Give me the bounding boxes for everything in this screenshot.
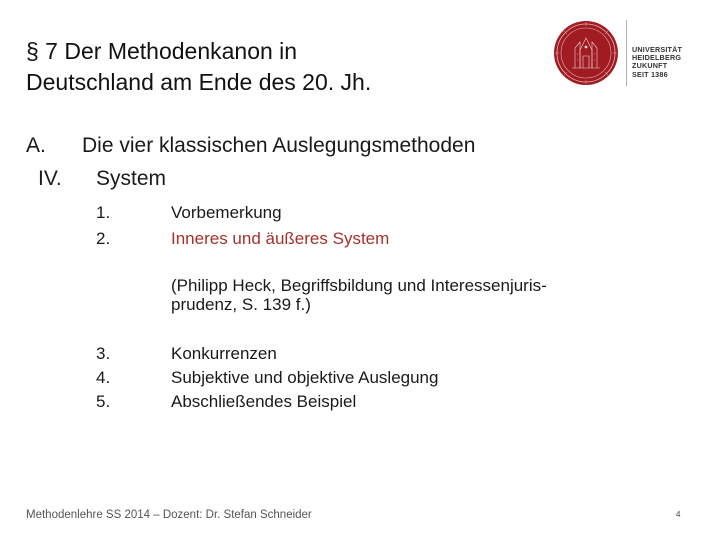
reference-note-line-2: prudenz, S. 139 f.) [171, 295, 311, 314]
slide-title [26, 36, 526, 98]
slide-title-line-1: § 7 Der Methodenkanon in [26, 38, 298, 64]
logo-divider [626, 20, 627, 86]
level-1-text: Die vier klassischen Auslegungsmethoden [82, 134, 476, 157]
reference-note-line-1: (Philipp Heck, Begriffsbildung und Interessenjuris- [171, 276, 547, 295]
logo-text-line-2: HEIDELBERG [632, 53, 682, 63]
page-number: 4 [676, 510, 681, 519]
item-text: Inneres und äußeres System [171, 229, 390, 248]
item-text: Abschließendes Beispiel [171, 392, 357, 411]
footer-text: Methodenlehre SS 2014 – Dozent: Dr. Stefan Schneider [26, 509, 312, 521]
logo-text-line-4: SEIT 1386 [632, 69, 668, 79]
item-number: 4. [96, 368, 111, 387]
university-seal-icon [553, 20, 619, 86]
item-number: 1. [96, 203, 111, 222]
level-1-number: A. [26, 134, 46, 157]
logo-text-line-3: ZUKUNFT [632, 61, 668, 71]
item-text: Konkurrenzen [171, 344, 277, 363]
level-2-text: System [96, 167, 167, 190]
item-number: 2. [96, 229, 111, 248]
item-number: 3. [96, 344, 111, 363]
item-text: Subjektive und objektive Auslegung [171, 368, 439, 387]
university-logo-text [632, 46, 682, 79]
reference-note [171, 276, 641, 314]
level-2-number: IV. [38, 167, 62, 190]
slide-title-line-2: Deutschland am Ende des 20. Jh. [26, 69, 372, 95]
item-number: 5. [96, 392, 111, 411]
item-text: Vorbemerkung [171, 203, 282, 222]
logo-text-line-1: UNIVERSITÄT [632, 45, 683, 54]
